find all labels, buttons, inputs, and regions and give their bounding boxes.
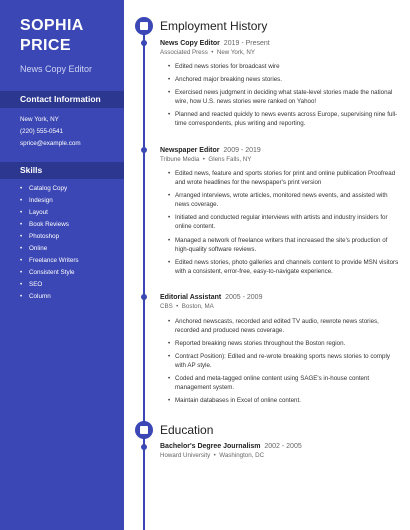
main-content xyxy=(124,0,410,530)
job-entry: News Copy Editor 2019 - Present Associated Press • New York, NY xyxy=(160,40,270,56)
timeline-line xyxy=(143,26,145,530)
contact-location: New York, NY xyxy=(20,116,59,123)
skill-item: • Column xyxy=(20,291,79,303)
job-company: CBS xyxy=(160,303,173,310)
first-name: SOPHIA xyxy=(20,17,84,34)
sidebar xyxy=(0,0,124,530)
timeline-dot xyxy=(141,444,147,450)
job-bullet: • Reported breaking news stories throughout the Boston region. xyxy=(168,340,400,349)
job-company: Associated Press xyxy=(160,49,208,56)
job-location: New York, NY xyxy=(216,49,256,56)
job-bullet: • Managed a network of freelance writers that increased the site's production of high-quality software reviews. xyxy=(168,237,400,254)
job-bullet: • Initiated and conducted regular interviews with artists and industry insiders for online content. xyxy=(168,214,400,231)
skill-item: • Consistent Style xyxy=(20,267,79,279)
job-role: Editorial Assistant xyxy=(160,294,222,301)
contact-heading: Contact Information xyxy=(0,91,124,108)
job-bullet: • Coded and meta-tagged online content using SAGE's in-house content management system. xyxy=(168,375,400,392)
timeline-dot xyxy=(141,40,147,46)
skill-item: • SEO xyxy=(20,279,79,291)
job-dates: 2009 - 2019 xyxy=(223,147,261,154)
candidate-title: News Copy Editor xyxy=(20,64,93,74)
job-dates: 2019 - Present xyxy=(223,40,270,47)
skills-list xyxy=(20,183,79,303)
job-location: Boston, MA xyxy=(181,303,214,310)
skill-item: • Indesign xyxy=(20,195,79,207)
contact-email: sprice@example.com xyxy=(20,140,81,147)
education-school: Howard University xyxy=(160,452,211,459)
skill-item: • Catalog Copy xyxy=(20,183,79,195)
job-bullet: • Anchored major breaking news stories. xyxy=(168,76,400,85)
job-bullet: • Planned and reacted quickly to news events across Europe, supervising nine full-time correspondents, plus writing and reporting. xyxy=(168,111,400,128)
contact-info xyxy=(20,114,81,150)
job-bullet: • Arranged interviews, wrote articles, monitored news events, and assisted with news coverage. xyxy=(168,192,400,209)
job-dates: 2005 - 2009 xyxy=(225,294,263,301)
job-location: Glens Falls, NY xyxy=(208,156,252,163)
briefcase-icon xyxy=(135,17,153,35)
job-bullet: • Maintain databases in Excel of online content. xyxy=(168,397,400,406)
last-name: PRICE xyxy=(20,37,71,54)
candidate-name xyxy=(20,16,84,56)
job-bullet: • Contract Position): Edited and re-wrote breaking sports news stories to comply with AP style. xyxy=(168,353,400,370)
education-entry: Bachelor's Degree Journalism 2002 - 2005 Howard University • Washington, DC xyxy=(160,443,302,459)
education-location: Washington, DC xyxy=(219,452,265,459)
job-bullet: • Anchored newscasts, recorded and edited TV audio, rewrote news stories, recorded and produced news coverage. xyxy=(168,318,400,335)
employment-heading: Employment History xyxy=(160,19,268,33)
job-bullet: • Edited news stories for broadcast wire xyxy=(168,63,400,72)
timeline-dot xyxy=(141,147,147,153)
education-heading: Education xyxy=(160,423,214,437)
job-entry: Newspaper Editor 2009 - 2019 Tribune Media • Glens Falls, NY xyxy=(160,147,261,163)
skill-item: • Photoshop xyxy=(20,231,79,243)
job-role: News Copy Editor xyxy=(160,40,220,47)
education-degree: Bachelor's Degree Journalism xyxy=(160,443,261,450)
job-bullet: • Exercised news judgment in deciding what state-level stories made the national wire, how U.S. news stories were ranked on Yahoo! xyxy=(168,89,400,106)
job-entry: Editorial Assistant 2005 - 2009 CBS • Boston, MA xyxy=(160,294,263,310)
job-role: Newspaper Editor xyxy=(160,147,220,154)
skill-item: • Freelance Writers xyxy=(20,255,79,267)
graduation-cap-icon xyxy=(135,421,153,439)
contact-phone: (220) 555-0541 xyxy=(20,128,64,135)
job-company: Tribune Media xyxy=(160,156,200,163)
skill-item: • Book Reviews xyxy=(20,219,79,231)
job-bullet: • Edited news, feature and sports stories for print and online publication Proofread and wrote headlines for the newspaper's print version xyxy=(168,170,400,187)
education-dates: 2002 - 2005 xyxy=(264,443,302,450)
skill-item: • Online xyxy=(20,243,79,255)
job-bullet: • Edited news stories, photo galleries and channels content to provide MSN visitors with a consistent, error-free, easy-to-navigate experience. xyxy=(168,259,400,276)
timeline-dot xyxy=(141,294,147,300)
skill-item: • Layout xyxy=(20,207,79,219)
skills-heading: Skills xyxy=(0,162,124,179)
